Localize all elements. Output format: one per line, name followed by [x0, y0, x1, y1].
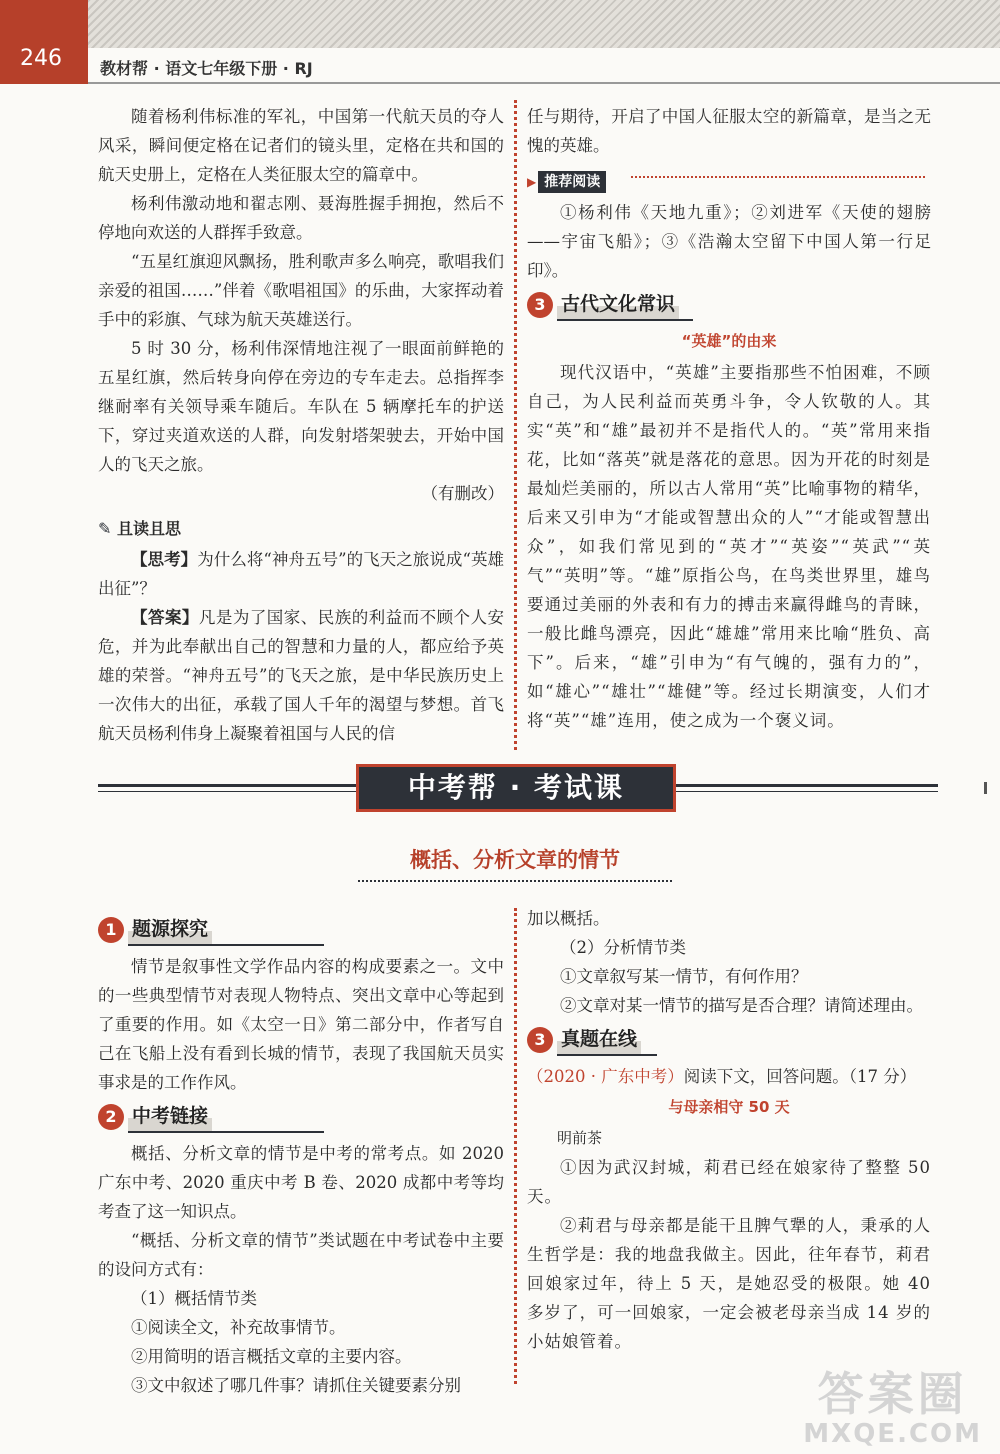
- header-rule: [88, 82, 1000, 84]
- column-divider: [514, 100, 517, 750]
- section-title: 中考链接: [128, 1102, 212, 1131]
- banner-title: 中考帮 · 考试课: [407, 771, 625, 804]
- paragraph: 加以概括。: [527, 909, 610, 928]
- read-think-heading: [98, 514, 504, 543]
- edge-mark: [984, 782, 987, 794]
- source-note: （有删改）: [421, 484, 504, 503]
- page-header: [0, 0, 1000, 84]
- top-left-column: [98, 102, 504, 748]
- section-underline: [557, 1054, 657, 1056]
- list-item: （1）概括情节类: [131, 1289, 257, 1308]
- banner-box: [356, 764, 676, 812]
- pencil-icon: ✎: [98, 519, 112, 538]
- section-underline: [128, 1131, 324, 1133]
- header-pattern: [88, 0, 1000, 48]
- section-title: 古代文化常识: [557, 290, 679, 319]
- think-text: 为什么将“神舟五号”的飞天之旅说成“英雄出征”？: [98, 550, 505, 598]
- list-item: （2）分析情节类: [560, 938, 686, 957]
- recommend-reading-heading: [527, 166, 931, 196]
- list-item: ③文中叙述了哪几件事？请抓住关键要素分别: [131, 1376, 461, 1395]
- dotted-rule: [631, 176, 925, 178]
- watermark-line: 答案圈: [817, 1367, 968, 1421]
- list-item: ①文章叙写某一情节，有何作用？: [560, 967, 808, 986]
- paragraph: 5 时 30 分，杨利伟深情地注视了一眼面前鲜艳的五星红旗，然后转身向停在旁边的专车走去。总指挥李继耐率有关领导乘车随后。车队在 5 辆摩托车的护送下，穿过夹道欢送的人群，向发射塔架驶去，开始中国人的飞天之旅。: [98, 339, 504, 474]
- chapter-banner: [98, 764, 938, 814]
- paragraph: 任与期待，开启了中国人征服太空的新篇章，是当之无愧的英雄。: [527, 107, 931, 155]
- watermark-url: MXQE.COM: [803, 1419, 982, 1449]
- section-heading: [98, 914, 504, 948]
- section-underline: [128, 944, 324, 946]
- recommend-tag: 推荐阅读: [538, 171, 606, 193]
- topic-heading: [358, 844, 672, 882]
- book-title: 教材帮 · 语文七年级下册 · RJ: [100, 59, 313, 78]
- section-underline: [557, 319, 693, 321]
- bottom-left-column: [98, 910, 504, 1400]
- culture-title: “英雄”的由来: [681, 332, 777, 350]
- article-paragraph: ①因为武汉封城，莉君已经在娘家待了整整 50 天。: [527, 1158, 931, 1206]
- article-author: 明前茶: [557, 1129, 603, 1147]
- topic-underline: [358, 880, 672, 882]
- culture-text: 现代汉语中，“英雄”主要指那些不怕困难，不顾自己，为人民利益而英勇斗争，令人钦敬的人。其实“英”和“雄”最初并不是指代人的。“英”常用来指花，比如“落英”就是落花的意思。因为开花的时刻是最灿烂美丽的，所以古人常用“英”比喻事物的精华，后来又引申为“才能或智慧出众的人”“才能或智慧出众”，如我们常见到的“英才”“英姿”“英武”“英气”“英明”等。“雄”原指公鸟，在鸟类世界里，雄鸟要通过美丽的外表和有力的搏击来赢得雌鸟的青睐，一般比雌鸟漂亮，因此“雄雄”常用来比喻“胜负、高下”。后来，“雄”引申为“有气魄的，强有力的”，如“雄心”“雄壮”“雄健”等。经过长期演变，人们才将“英”“雄”连用，使之成为一个褒义词。: [527, 363, 931, 730]
- answer: [98, 603, 504, 748]
- list-item: ②用简明的语言概括文章的主要内容。: [131, 1347, 412, 1366]
- topic-title: 概括、分析文章的情节: [410, 848, 620, 872]
- paragraph: “五星红旗迎风飘扬，胜利歌声多么响亮，歌唱我们亲爱的祖国……”伴着《歌唱祖国》的乐曲，大家挥动着手中的彩旗、气球为航天英雄送行。: [98, 252, 504, 329]
- list-item: ①阅读全文，补充故事情节。: [131, 1318, 346, 1337]
- page-number-block: [0, 0, 88, 84]
- section-number: 3: [527, 292, 553, 318]
- paragraph: 杨利伟激动地和翟志刚、聂海胜握手拥抱，然后不停地向欢送的人群挥手致意。: [98, 194, 504, 242]
- recommend-text: ①杨利伟《天地九重》；②刘进军《天使的翅膀——宇宙飞船》；③《浩瀚太空留下中国人第一行足印》。: [527, 203, 931, 280]
- section-title: 题源探究: [128, 915, 212, 944]
- top-right-column: [527, 102, 931, 735]
- section-heading: [527, 1024, 931, 1058]
- exam-instruction: 阅读下文，回答问题。（17 分）: [683, 1067, 917, 1086]
- exam-line: [527, 1062, 931, 1091]
- paragraph: 情节是叙事性文学作品内容的构成要素之一。文中的一些典型情节对表现人物特点、突出文章中心等起到了重要的作用。如《太空一日》第二部分中，作者写自己在飞船上没有看到长城的情节，表现了我国航天员实事求是的工作作风。: [98, 957, 504, 1092]
- section-heading: [527, 289, 931, 323]
- article-paragraph: ②莉君与母亲都是能干且脾气犟的人，秉承的人生哲学是：我的地盘我做主。因此，往年春节，莉君回娘家过年，待上 5 天，是她忍受的极限。她 40 多岁了，可一回娘家，一定会被老母亲当成 14 岁的小姑娘管着。: [527, 1216, 931, 1351]
- section-number: 1: [98, 917, 124, 943]
- page-number: 246: [20, 46, 62, 71]
- read-think-title: 且读且思: [116, 519, 181, 538]
- paragraph: 随着杨利伟标准的军礼，中国第一代航天员的夺人风采，瞬间便定格在记者们的镜头里，定格在共和国的航天史册上，定格在人类征服太空的篇章中。: [98, 107, 504, 184]
- article-title: 与母亲相守 50 天: [668, 1098, 790, 1116]
- paragraph: 概括、分析文章的情节是中考的常考点。如 2020 广东中考、2020 重庆中考 B 卷、2020 成都中考等均考查了这一知识点。: [98, 1144, 504, 1221]
- section-title: 真题在线: [557, 1025, 641, 1054]
- exam-source: （2020 · 广东中考）: [527, 1067, 684, 1086]
- section-heading: [98, 1101, 504, 1135]
- column-divider: [514, 908, 517, 1384]
- watermark: [803, 1368, 982, 1448]
- think-label: 【思考】: [131, 550, 198, 569]
- bottom-right-column: [527, 904, 931, 1356]
- think-question: [98, 545, 504, 603]
- section-number: 2: [98, 1104, 124, 1130]
- paragraph: “概括、分析文章的情节”类试题在中考试卷中主要的设问方式有：: [98, 1231, 504, 1279]
- triangle-icon: ▶: [527, 175, 537, 189]
- section-number: 3: [527, 1027, 553, 1053]
- list-item: ②文章对某一情节的描写是否合理？请简述理由。: [560, 996, 923, 1015]
- answer-text: 凡是为了国家、民族的利益而不顾个人安危，并为此奉献出自己的智慧和力量的人，都应给予英雄的荣誉。“神舟五号”的飞天之旅，是中华民族历史上一次伟大的出征，承载了国人千年的渴望与梦想。首飞航天员杨利伟身上凝聚着祖国与人民的信: [98, 608, 505, 743]
- answer-label: 【答案】: [131, 608, 199, 627]
